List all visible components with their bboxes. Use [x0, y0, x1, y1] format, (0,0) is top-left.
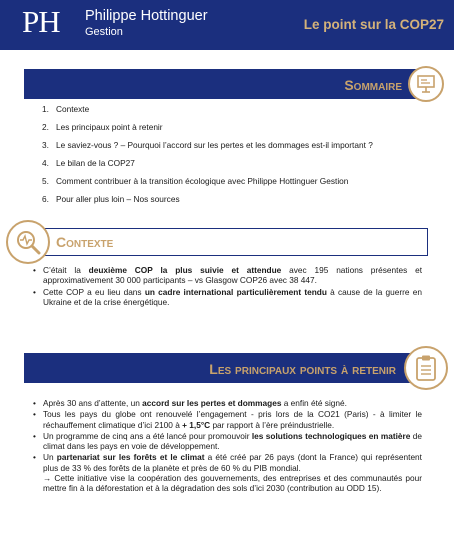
presentation-board-icon: [408, 66, 444, 102]
list-item: • Tous les pays du globe ont renouvelé l’engagement - pris lors de la CO21 (Paris) - à limiter le réchauffement climatique d’ici 2100 à + 1,5°C par rapport à l’ère préindustrielle.: [30, 409, 422, 430]
toc-item[interactable]: 1. Contexte: [42, 104, 90, 114]
retenir-list: [30, 398, 422, 495]
document-title: Le point sur la COP27: [303, 17, 444, 32]
toc-item[interactable]: 3. Le saviez-vous ? – Pourquoi l’accord sur les pertes et les dommages est-il important ?: [42, 140, 373, 150]
list-item: • Cette COP a eu lieu dans un cadre international particulièrement tendu à cause de la guerre en Ukraine et de la crise énergétique.: [30, 287, 422, 308]
list-item: • Un programme de cinq ans a été lancé pour promouvoir les solutions technologiques en matière de climat dans les pays en voie de développement.: [30, 431, 422, 452]
toc-item[interactable]: 5. Comment contribuer à la transition écologique avec Philippe Hottinguer Gestion: [42, 176, 349, 186]
contexte-title: Contexte: [56, 234, 114, 250]
contexte-list: [30, 265, 422, 308]
list-item: • Après 30 ans d’attente, un accord sur les pertes et dommages a enfin été signé.: [30, 398, 422, 408]
list-item: • Un partenariat sur les forêts et le climat a été créé par 26 pays (dont la France) qui représentent plus de 33 % des forêts de la planète et près de 60 % du PIB mondial. → Cette initiative vise la coopération des gouvernements, des entreprises et des communautés pour mettre fin à la déforestation et à la dégradation des sols d’ici 2030 (contribution au ODD 15).: [30, 452, 422, 493]
sommaire-title: Sommaire: [344, 77, 402, 93]
retenir-title: Les principaux points à retenir: [209, 361, 396, 377]
toc-item[interactable]: 4. Le bilan de la COP27: [42, 158, 135, 168]
clipboard-checklist-icon: [404, 346, 448, 390]
list-item: • C’était la deuxième COP la plus suivie et attendue avec 195 nations présentes et approximativement 30 000 participants – vs Glasgow COP26 avec 38 447.: [30, 265, 422, 286]
logo-subtitle: Gestion: [85, 26, 123, 38]
toc-item[interactable]: 6. Pour aller plus loin – Nos sources: [42, 194, 180, 204]
table-of-contents: [42, 104, 373, 212]
logo-name: Philippe Hottinguer: [85, 8, 208, 24]
logo-mark: PH: [22, 4, 60, 39]
magnifier-pulse-icon: [6, 220, 50, 264]
toc-item[interactable]: 2. Les principaux point à retenir: [42, 122, 163, 132]
page-header: [0, 0, 454, 50]
list-subitem: → Cette initiative vise la coopération des gouvernements, des entreprises et des communautés pour mettre fin à la déforestation et à la dégradation des sols d’ici 2030 (contribution au ODD 15).: [43, 473, 422, 494]
